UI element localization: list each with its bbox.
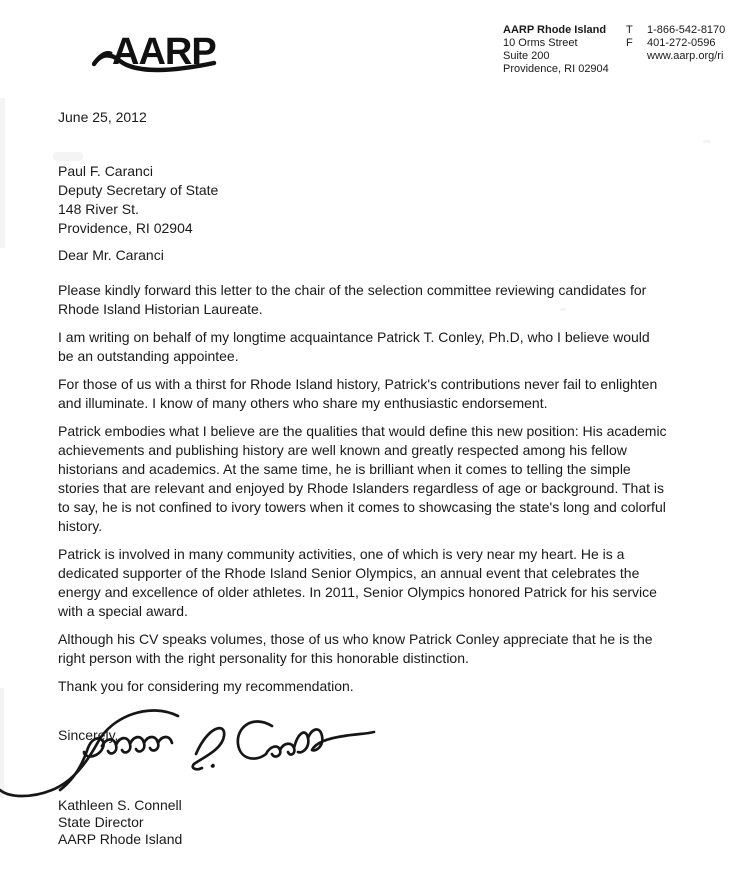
recipient-line: Paul F. Caranci xyxy=(58,163,153,179)
website-row xyxy=(626,50,725,63)
signoff-block xyxy=(58,797,182,848)
fax-label: F xyxy=(626,37,633,49)
scan-artifact xyxy=(53,152,83,161)
paragraph-line: be an outstanding appointee. xyxy=(58,348,239,364)
paragraph-line: I am writing on behalf of my longtime acquaintance Patrick T. Conley, Ph.D, who I believe would xyxy=(58,329,650,345)
paragraph xyxy=(58,422,718,536)
handwritten-signature xyxy=(0,702,380,807)
aarp-logo xyxy=(92,22,244,76)
signature-stroke xyxy=(193,728,224,769)
letter-date: June 25, 2012 xyxy=(58,109,147,125)
fax-row xyxy=(626,37,725,50)
paragraph-line: Please kindly forward this letter to the chair of the selection committee reviewing candidates for xyxy=(58,282,647,298)
letterhead-contact-block xyxy=(626,24,725,63)
paragraph-line: Rhode Island Historian Laureate. xyxy=(58,301,263,317)
recipient-line: Providence, RI 02904 xyxy=(58,220,193,236)
paragraph-line: For those of us with a thirst for Rhode Island history, Patrick's contributions never fail to enlighten xyxy=(58,376,658,392)
signature-stroke xyxy=(238,721,374,758)
paragraph xyxy=(58,545,718,621)
office-name: AARP Rhode Island xyxy=(503,24,607,36)
recipient-line: 148 River St. xyxy=(58,201,139,217)
scan-artifact xyxy=(703,140,711,143)
signoff-line: AARP Rhode Island xyxy=(58,831,183,847)
paragraph-line: Patrick is involved in many community activities, one of which is very near my heart. He is a xyxy=(58,546,625,562)
phone-label: T xyxy=(626,24,633,36)
signature-stroke xyxy=(102,737,172,753)
paragraph-line: to say, he is not confined to ivory towers when it comes to showcasing the state's long and colorful xyxy=(58,499,666,515)
closing-word: Sincerely, xyxy=(58,727,119,743)
paragraph-line: right person with the right personality for this honorable distinction. xyxy=(58,650,469,666)
paragraph-line: Patrick embodies what I believe are the qualities that would define this new position: His academic xyxy=(58,423,667,439)
signoff-line: Kathleen S. Connell xyxy=(58,797,182,813)
fax-number: 401-272-0596 xyxy=(647,37,716,49)
paragraph-line: history. xyxy=(58,518,103,534)
scan-artifact xyxy=(0,98,5,248)
paragraph-line: stories that are relevant and enjoyed by Rhode Islanders regardless of age or background. That is xyxy=(58,480,664,496)
paragraph-line: Thank you for considering my recommendation. xyxy=(58,678,354,694)
paragraph-line: historians and academics. At the same time, he is brilliant when it comes to telling the simple xyxy=(58,461,631,477)
paragraph xyxy=(58,281,718,319)
signature-stroke xyxy=(0,710,178,796)
salutation: Dear Mr. Caranci xyxy=(58,247,164,263)
phone-number: 1-866-542-8170 xyxy=(647,24,726,36)
office-address-line: 10 Orms Street xyxy=(503,37,578,49)
paragraph xyxy=(58,375,718,413)
paragraph-line: dedicated supporter of the Rhode Island Senior Olympics, an annual event that celebrates the xyxy=(58,565,640,581)
letter-body xyxy=(58,281,718,705)
logo-text: AARP xyxy=(112,31,216,73)
paragraph xyxy=(58,328,718,366)
paragraph xyxy=(58,630,718,668)
paragraph-line: and illuminate. I know of many others who share my enthusiastic endorsement. xyxy=(58,395,548,411)
paragraph xyxy=(58,677,718,696)
signoff-line: State Director xyxy=(58,814,144,830)
office-address-line: Suite 200 xyxy=(503,50,550,62)
recipient-line: Deputy Secretary of State xyxy=(58,182,219,198)
website-spacer xyxy=(626,50,647,63)
office-address-line: Providence, RI 02904 xyxy=(503,63,609,75)
recipient-address-block xyxy=(58,162,218,238)
office-address xyxy=(503,37,609,76)
paragraph-line: achievements and publishing history are well known and greatly respected among his fellow xyxy=(58,442,627,458)
letterhead-office-block xyxy=(503,24,609,76)
website-text: www.aarp.org/ri xyxy=(647,50,724,62)
phone-row xyxy=(626,24,725,37)
paragraph-line: with a special award. xyxy=(58,603,188,619)
paragraph-line: Although his CV speaks volumes, those of us who know Patrick Conley appreciate that he is the xyxy=(58,631,653,647)
paragraph-line: energy and excellence of older athletes. In 2011, Senior Olympics honored Patrick for his service xyxy=(58,584,657,600)
